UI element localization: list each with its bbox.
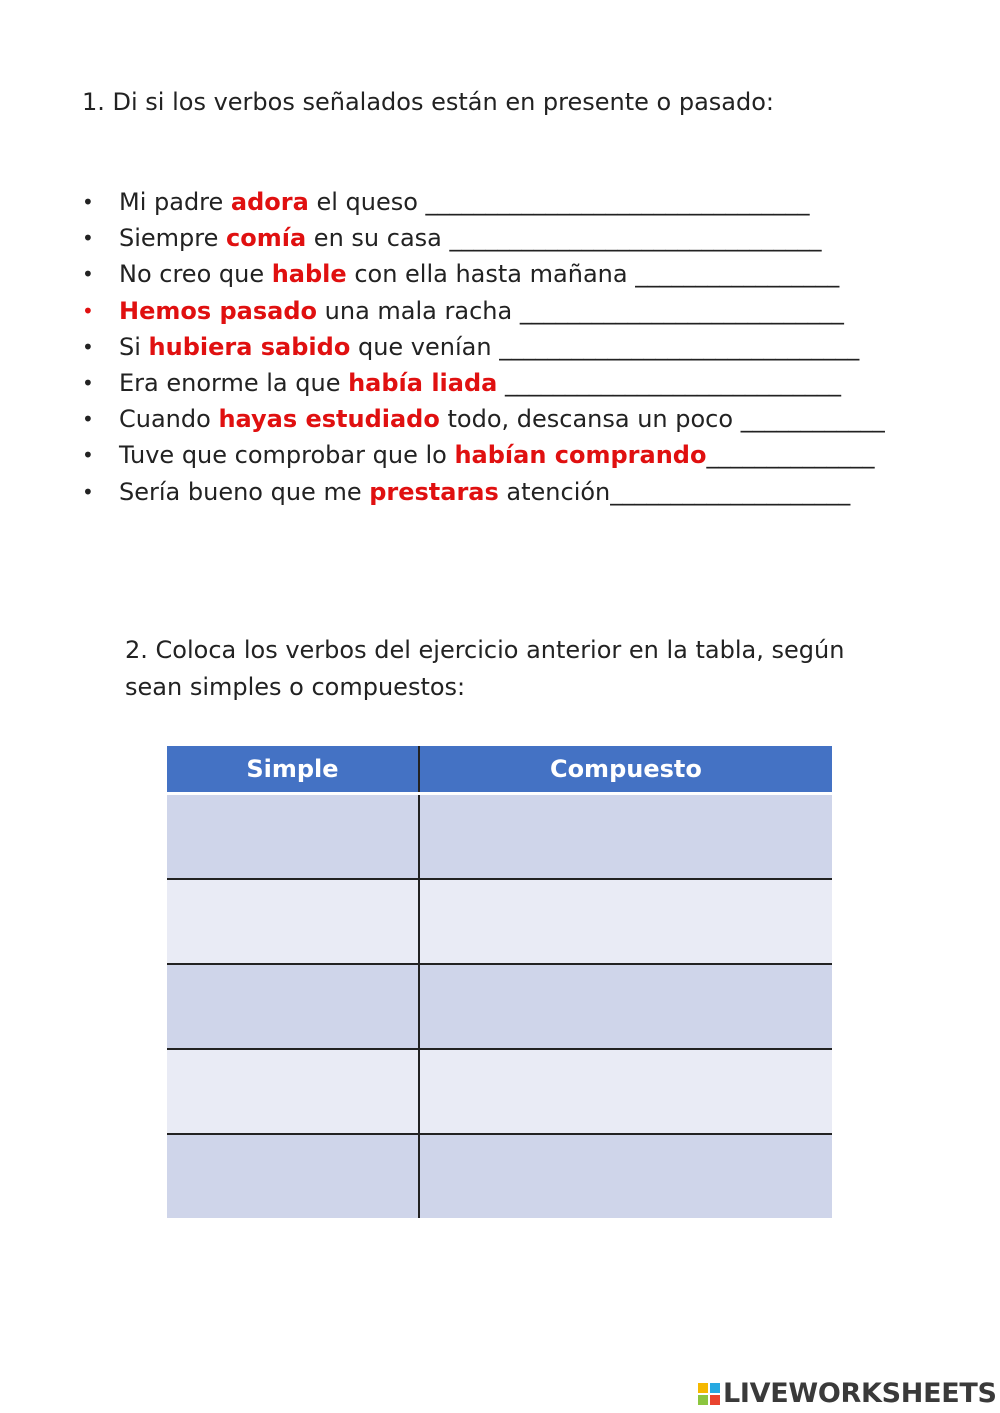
- answer-blank[interactable]: _______________________________: [449, 224, 822, 253]
- item-text-before: Tuve que comprobar que lo: [119, 441, 455, 470]
- table-cell-simple[interactable]: [167, 1049, 419, 1134]
- item-text-after: en su casa: [306, 224, 450, 253]
- answer-blank[interactable]: ____________________: [610, 477, 851, 506]
- classification-table: [167, 746, 832, 1218]
- table-cell-compuesto[interactable]: [419, 794, 832, 880]
- list-item: [82, 184, 890, 220]
- list-item: [82, 256, 890, 292]
- item-text-after: con ella hasta mañana: [346, 260, 636, 289]
- exercise-1-title: 1. Di si los verbos señalados están en presente o pasado:: [82, 88, 775, 116]
- list-item: [82, 401, 890, 437]
- table-row: [167, 1134, 832, 1218]
- highlighted-verb: adora: [230, 188, 309, 216]
- exercise-2-title: 2. Coloca los verbos del ejercicio anterior en la tabla, según sean simples o compuestos:: [125, 636, 845, 701]
- item-text-after: atención: [498, 477, 611, 506]
- table-row: [167, 879, 832, 964]
- answer-blank[interactable]: ________________________________: [425, 188, 810, 216]
- table-cell-compuesto[interactable]: [419, 1049, 832, 1134]
- exercise-1-list: [82, 184, 890, 510]
- item-text-before: Siempre: [119, 224, 227, 253]
- column-header-simple: Simple: [167, 746, 419, 794]
- item-text-after: todo, descansa un poco: [439, 405, 741, 434]
- answer-blank[interactable]: ____________: [740, 405, 885, 434]
- bullet-icon: •: [82, 226, 94, 251]
- bullet-icon: •: [82, 407, 94, 432]
- table-header-row: [167, 746, 832, 794]
- table-cell-simple[interactable]: [167, 794, 419, 880]
- column-header-compuesto: Compuesto: [419, 746, 832, 794]
- table-cell-simple[interactable]: [167, 879, 419, 964]
- logo-text: LIVEWORKSHEETS: [723, 1378, 997, 1409]
- table-cell-simple[interactable]: [167, 964, 419, 1049]
- bullet-icon: •: [82, 371, 94, 396]
- item-text-after: que venían: [350, 332, 500, 361]
- liveworksheets-logo: [698, 1378, 997, 1409]
- answer-blank[interactable]: ______________: [706, 441, 875, 470]
- liveworksheets-logo-icon: [698, 1383, 720, 1405]
- bullet-icon: •: [82, 298, 94, 323]
- item-text-before: No creo que: [119, 260, 272, 289]
- table-row: [167, 1049, 832, 1134]
- highlighted-verb: había liada: [348, 369, 498, 398]
- table-cell-compuesto[interactable]: [419, 964, 832, 1049]
- table-row: [167, 794, 832, 880]
- answer-blank[interactable]: ______________________________: [499, 332, 860, 361]
- bullet-icon: •: [82, 479, 94, 504]
- bullet-icon: •: [82, 443, 94, 468]
- item-text-before: Sería bueno que me: [119, 477, 370, 506]
- table-cell-compuesto[interactable]: [419, 1134, 832, 1218]
- list-item: [82, 329, 890, 365]
- highlighted-verb: prestaras: [369, 477, 499, 506]
- item-text-after: una mala racha: [317, 296, 520, 325]
- highlighted-verb: hable: [271, 260, 347, 289]
- answer-blank[interactable]: ___________________________: [519, 296, 844, 325]
- item-text-before: Si: [119, 332, 149, 361]
- bullet-icon: •: [82, 262, 94, 287]
- list-item: [82, 437, 890, 473]
- highlighted-verb: hayas estudiado: [218, 405, 440, 434]
- highlighted-verb: hubiera sabido: [148, 332, 351, 361]
- bullet-icon: •: [82, 334, 94, 359]
- item-text-after: [497, 369, 505, 397]
- table-cell-simple[interactable]: [167, 1134, 419, 1218]
- item-text-before: Cuando: [119, 405, 219, 434]
- item-text-before: Era enorme la que: [119, 369, 349, 398]
- list-item: [82, 474, 890, 510]
- highlighted-verb: comía: [226, 224, 307, 253]
- list-item: [82, 220, 890, 256]
- highlighted-verb: habían comprando: [454, 441, 707, 470]
- answer-blank[interactable]: ____________________________: [505, 369, 841, 398]
- table-cell-compuesto[interactable]: [419, 879, 832, 964]
- list-item: [82, 365, 890, 401]
- table-row: [167, 964, 832, 1049]
- bullet-icon: •: [82, 190, 94, 214]
- item-text-after: el queso: [308, 188, 426, 216]
- answer-blank[interactable]: _________________: [635, 260, 840, 289]
- highlighted-verb: Hemos pasado: [119, 296, 318, 325]
- list-item: [82, 293, 890, 329]
- item-text-before: Mi padre: [119, 188, 231, 216]
